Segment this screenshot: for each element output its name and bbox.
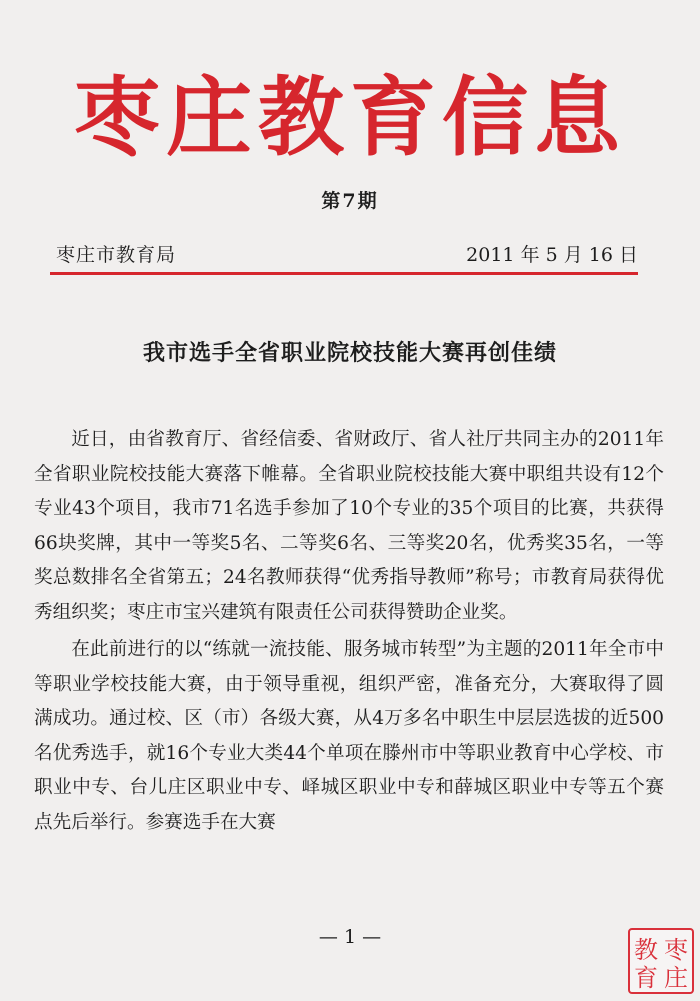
publish-date: 2011 年 5 月 16 日 (466, 244, 638, 266)
article-paragraph-1: 近日，由省教育厅、省经信委、省财政厅、省人社厅共同主办的2011年全省职业院校技能大赛落下帷幕。全省职业院校技能大赛中职组共设有12个专业43个项目，我市71名选手参加了10个专业的35个项目的比赛，共获得66块奖牌，其中一等奖5名、二等奖6名、三等奖20名，优秀奖35名，一等奖总数排名全省第五；24名教师获得“优秀指导教师”称号；市教育局获得优秀组织奖；枣庄市宝兴建筑有限责任公司获得赞助企业奖。 (34, 429, 664, 623)
article-title: 我市选手全省职业院校技能大赛再创佳绩 (142, 340, 557, 366)
article-paragraph-2: 在此前进行的以“练就一流技能、服务城市转型”为主题的2011年全市中等职业学校技能大赛，由于领导重视，组织严密，准备充分，大赛取得了圆满成功。通过校、区（市）各级大赛，从4万多名中职生中层层选拔的近500名优秀选手，就16个专业大类44个单项在滕州市中等职业教育中心学校、市职业中专、台儿庄区职业中专、峄城区职业中专和薛城区职业中专等五个赛点先后举行。参赛选手在大赛 (34, 639, 664, 833)
red-seal-stamp (628, 928, 694, 994)
red-divider (50, 272, 638, 275)
svg-text:育: 育 (634, 964, 658, 992)
publisher-row (56, 240, 638, 270)
svg-text:枣: 枣 (664, 936, 688, 964)
page-number: — 1 — (318, 926, 382, 948)
issue-number: 第7期 (321, 190, 379, 212)
seal-glyphs-icon (630, 930, 692, 992)
article-body (34, 423, 664, 840)
svg-text:教: 教 (634, 936, 658, 964)
masthead-title: 枣庄教育信息 (74, 67, 626, 168)
svg-text:庄: 庄 (664, 964, 688, 992)
publisher-name: 枣庄市教育局 (56, 244, 177, 266)
